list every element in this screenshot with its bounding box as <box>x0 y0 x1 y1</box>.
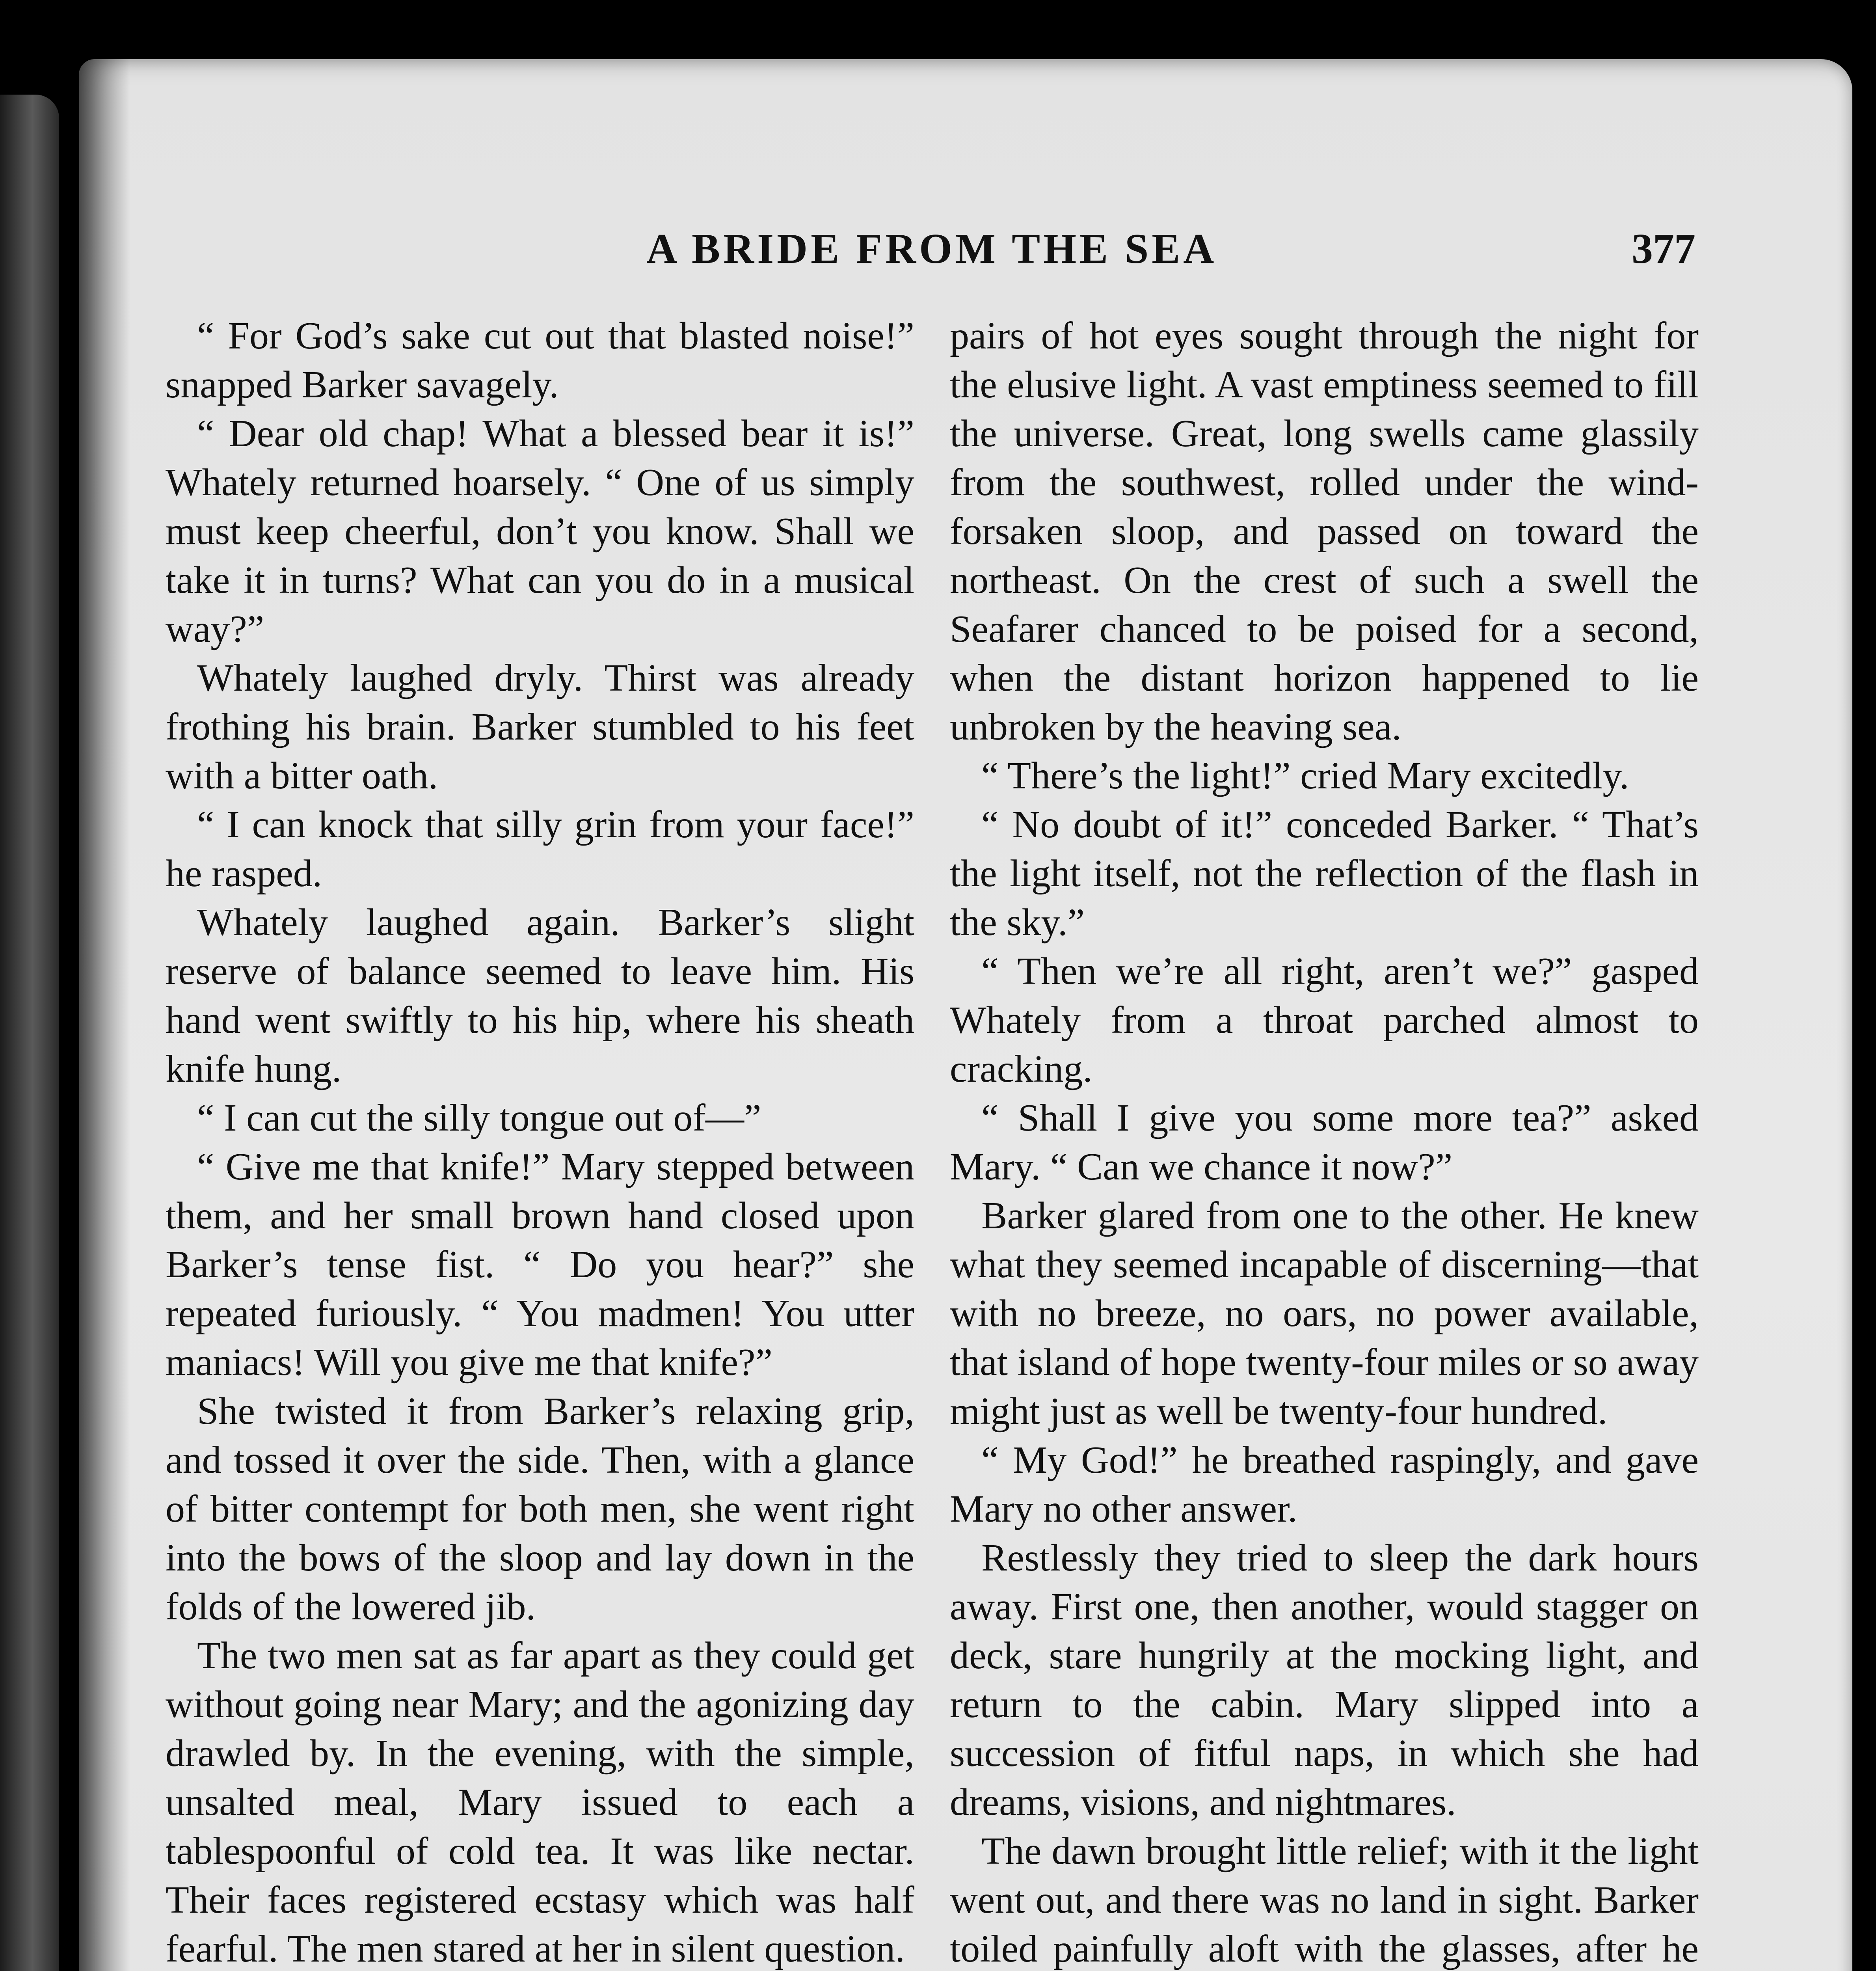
paragraph: The dawn brought little relief; with it the light went out, and there was no land in sight. Barker toiled painfully aloft with the glasses, after he <box>950 1830 1699 1970</box>
paragraph: “ For God’s sake cut out that blasted noise!” snapped Barker savagely. <box>166 315 914 406</box>
paragraph: “ Then we’re all right, aren’t we?” gasped Whately from a throat parched almost to cracking. <box>950 950 1699 1090</box>
right-text-column <box>950 311 1699 1971</box>
paragraph: pairs of hot eyes sought through the night for the elusive light. A vast emptiness seemed to fill the universe. Great, long swells came glassily from the southwest, rolled under the wind-forsaken sloop, and passed on toward the northeast. On the crest of such a swell the Seafarer chanced to be poised for a second, when the distant horizon happened to lie unbroken by the heaving sea. <box>950 315 1699 748</box>
paragraph: “ There’s the light!” cried Mary excitedly. <box>981 754 1629 797</box>
paragraph: “ No doubt of it!” conceded Barker. “ That’s the light itself, not the reflection of the flash in the sky.” <box>950 803 1699 944</box>
paragraph: “ Shall I give you some more tea?” asked Mary. “ Can we chance it now?” <box>950 1097 1699 1188</box>
paragraph: “ I can cut the silly tongue out of—” <box>197 1097 761 1139</box>
paragraph: Restlessly they tried to sleep the dark hours away. First one, then another, would stagger on deck, stare hungrily at the mocking light, and return to the cabin. Mary slipped into a succession of fitful naps, in which she had dreams, visions, and nightmares. <box>950 1537 1699 1824</box>
left-text-column <box>166 311 914 1971</box>
gutter-shadow <box>79 59 130 1971</box>
paragraph: She twisted it from Barker’s relaxing grip, and tossed it over the side. Then, with a glance of bitter contempt for both men, she went right into the bows of the sloop and lay down in the folds of the lowered jib. <box>166 1390 914 1628</box>
page-number: 377 <box>1632 225 1695 272</box>
paragraph: Whately laughed dryly. Thirst was already frothing his brain. Barker stumbled to his feet with a bitter oath. <box>166 657 914 797</box>
paragraph: “ Give me that knife!” Mary stepped between them, and her small brown hand closed upon Barker’s tense fist. “ Do you hear?” she repeated furiously. “ You madmen! You utter maniacs! Will you give me that knife?” <box>166 1146 914 1384</box>
paragraph: The two men sat as far apart as they could get without going near Mary; and the agonizing day drawled by. In the evening, with the simple, unsalted meal, Mary issued to each a tablespoonful of cold tea. It was like nectar. Their faces registered ecstasy which was half fearful. The men stared at her in silent question. <box>166 1634 914 1970</box>
paragraph: Whately laughed again. Barker’s slight reserve of balance seemed to leave him. His hand went swiftly to his hip, where his sheath knife hung. <box>166 901 914 1090</box>
paragraph: Barker glared from one to the other. He knew what they seemed incapable of discerning—that with no breeze, no oars, no power available, that island of hope twenty-four miles or so away might just as well be twenty-four hundred. <box>950 1194 1699 1433</box>
paragraph: “ Dear old chap! What a blessed bear it is!” Whately returned hoarsely. “ One of us simply must keep cheerful, don’t you know. Shall we take it in turns? What can you do in a musical way?” <box>166 412 914 650</box>
paragraph: “ My God!” he breathed raspingly, and gave Mary no other answer. <box>950 1439 1699 1530</box>
facing-page-edge <box>0 95 59 1971</box>
paragraph: “ I can knock that silly grin from your face!” he rasped. <box>166 803 914 895</box>
running-head: A BRIDE FROM THE SEA <box>646 225 1217 272</box>
